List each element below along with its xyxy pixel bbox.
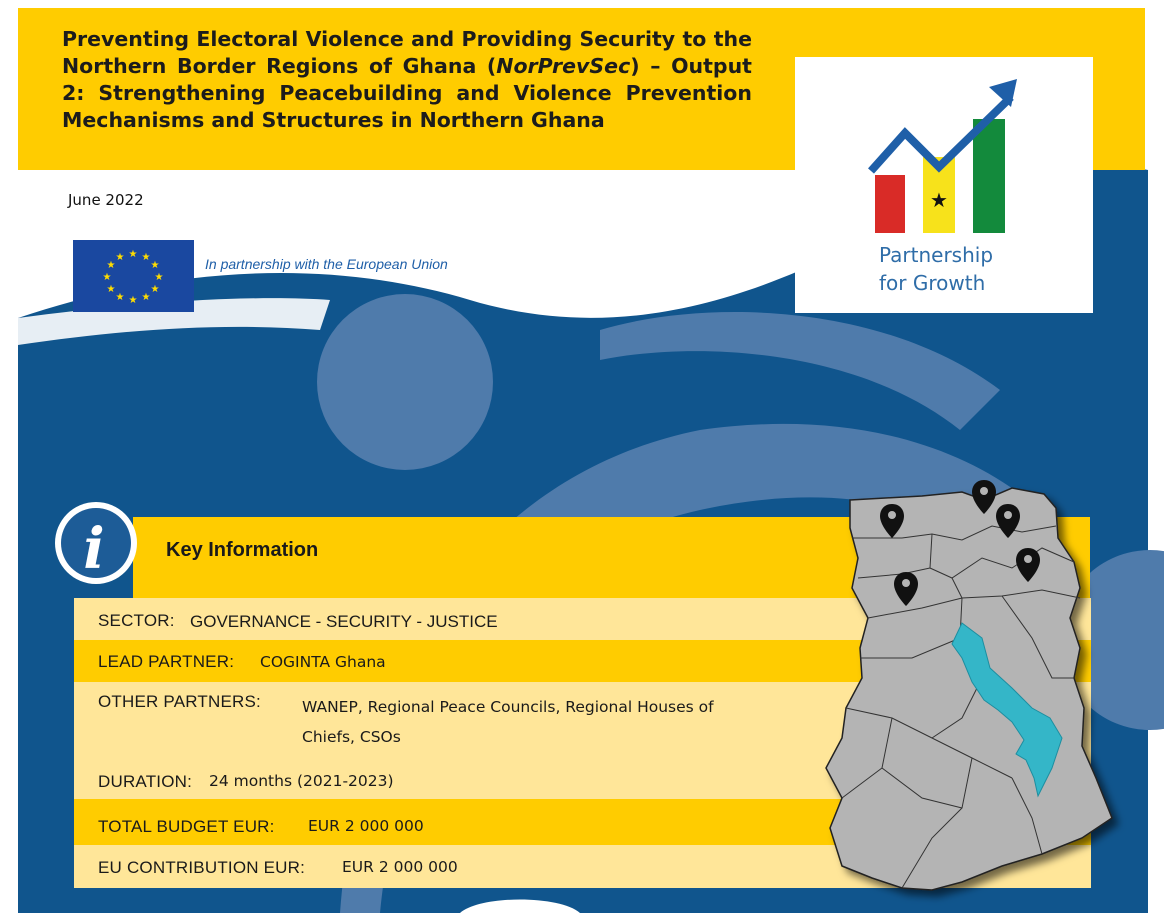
- eu-flag-icon: [73, 240, 194, 312]
- lead-partner-label: LEAD PARTNER:: [98, 652, 235, 671]
- sector-value: GOVERNANCE - SECURITY - JUSTICE: [190, 612, 498, 631]
- svg-text:★: ★: [115, 252, 125, 263]
- total-budget-value: EUR 2 000 000: [308, 817, 424, 835]
- other-partners-value-line2: Chiefs, CSOs: [302, 728, 401, 746]
- svg-text:★: ★: [154, 272, 164, 283]
- svg-text:★: ★: [150, 260, 160, 271]
- eu-contribution-value: EUR 2 000 000: [342, 858, 458, 876]
- svg-text:★: ★: [930, 188, 948, 212]
- growth-chart-icon: [865, 75, 1025, 235]
- logo-text: [879, 241, 993, 297]
- svg-text:★: ★: [115, 292, 125, 303]
- logo-line-2: for Growth: [879, 271, 986, 295]
- eu-partnership-text: In partnership with the European Union: [205, 256, 448, 272]
- duration-value: 24 months (2021-2023): [209, 772, 394, 790]
- ghana-outline: [826, 488, 1112, 890]
- other-partners-label: OTHER PARTNERS:: [98, 692, 261, 711]
- svg-text:★: ★: [102, 272, 112, 283]
- svg-text:★: ★: [128, 295, 138, 306]
- ghana-map: [812, 478, 1132, 908]
- other-partners-value: WANEP, Regional Peace Councils, Regional Houses of: [302, 698, 714, 716]
- svg-text:★: ★: [106, 260, 116, 271]
- svg-text:★: ★: [141, 252, 151, 263]
- title-part-1: Preventing Electoral Violence and Providing Security to the Northern Border Regions of Ghana (: [62, 27, 752, 78]
- info-icon: [53, 500, 139, 586]
- svg-text:★: ★: [150, 284, 160, 295]
- lead-partner-value: COGINTA Ghana: [260, 653, 386, 671]
- key-info-heading: Key Information: [166, 539, 319, 561]
- svg-text:i: i: [83, 516, 105, 582]
- title-part-2: ) – Output 2: Strengthening Peacebuilding and Violence Prevention Mechanisms and Structures in Northern Ghana: [62, 54, 752, 132]
- logo-line-1: Partnership: [879, 243, 994, 267]
- publication-date: June 2022: [68, 191, 144, 209]
- partnership-logo: [795, 57, 1093, 313]
- svg-text:★: ★: [141, 292, 151, 303]
- svg-text:★: ★: [128, 249, 138, 260]
- svg-text:★: ★: [106, 284, 116, 295]
- eu-contribution-label: EU CONTRIBUTION EUR:: [98, 858, 306, 877]
- total-budget-label: TOTAL BUDGET EUR:: [98, 817, 275, 836]
- document-title: [62, 26, 752, 134]
- title-acronym: NorPrevSec: [496, 54, 631, 78]
- duration-label: DURATION:: [98, 772, 193, 791]
- sector-label: SECTOR:: [98, 611, 175, 630]
